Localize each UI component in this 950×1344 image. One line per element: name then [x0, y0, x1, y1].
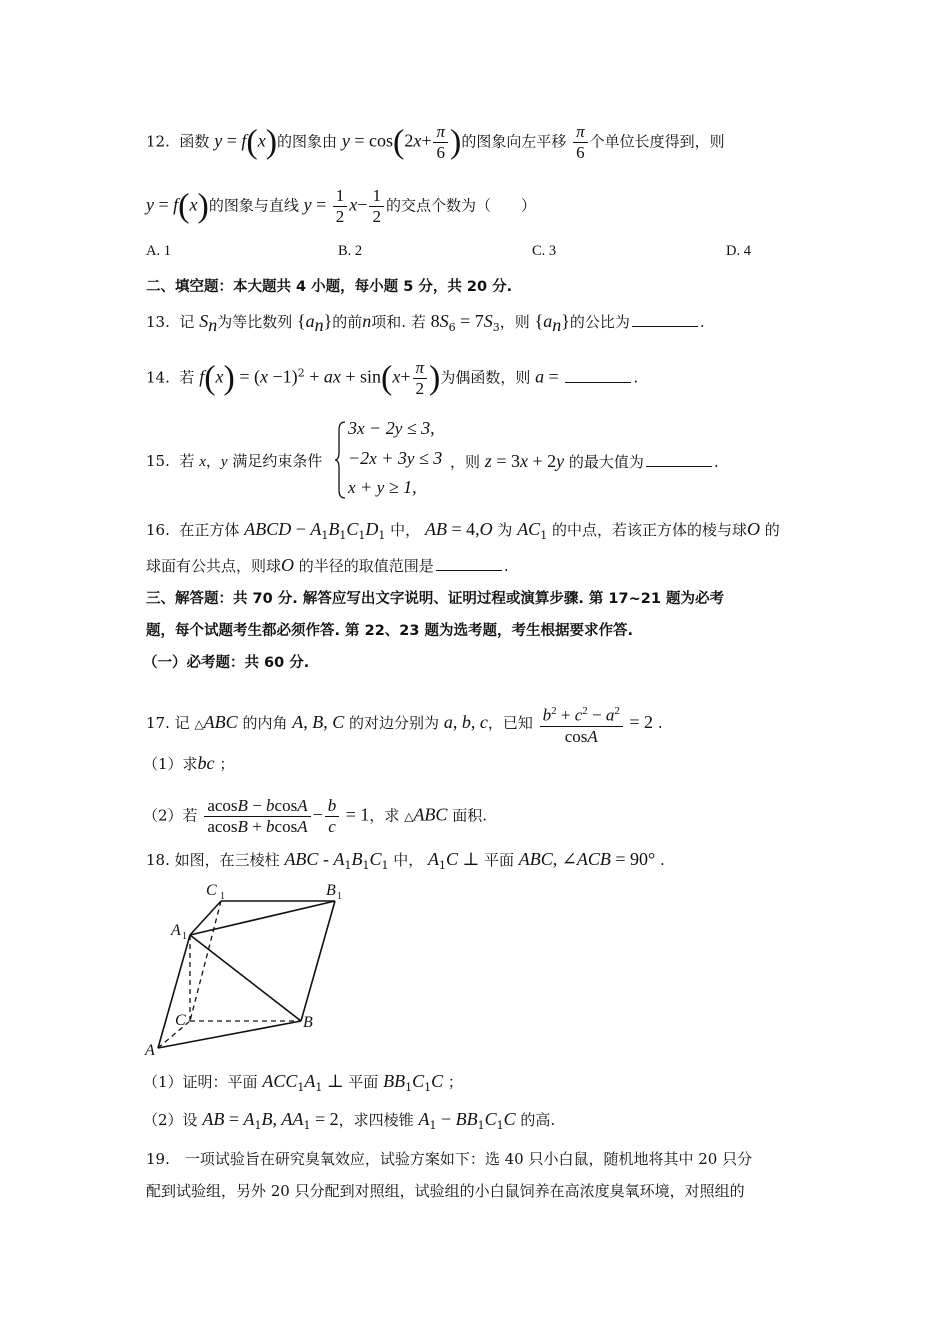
- q18-part2: （2）设 AB = $A_1B$, $AA_1 = 2$，求四棱锥 $A_1 - BB_1C_1C$ 的高.: [143, 1109, 556, 1132]
- section3-line2: 题，每个试题考生都必须作答. 第 22、23 题为选考题，考生根据要求作答.: [146, 623, 634, 639]
- q18: 18. 如图，在三棱柱 ABC - $A_1B_1C_1$ 中， $A_1C$ ⊥ 平面 ABC, ∠ACB = 90° .: [146, 849, 665, 872]
- q12-option-a: A. 1: [146, 243, 171, 259]
- edge-a1a: [158, 935, 190, 1048]
- q16-line1: 16. 在正方体 ABCD − $A_1B_1C_1D_1$ 中， AB = 4,O 为 $AC_1$ 的中点，若该正方体的棱与球O 的: [146, 519, 780, 542]
- label-c1: C: [206, 882, 217, 899]
- q17: 17. 记 △ABC 的内角 A, B, C 的对边分别为 a, b, c，已知 $\frac{b^2 + c^2 - a^2}{\cos A}$ = 2 .: [146, 701, 663, 747]
- q12-option-d: D. 4: [726, 243, 751, 259]
- label-a: A: [145, 1042, 155, 1059]
- label-b1: B: [326, 882, 336, 899]
- section2-heading: 二、填空题：本大题共 4 小题，每小题 5 分，共 20 分.: [146, 279, 513, 295]
- q17-part2: （2）若 $\frac{acosB - bcosA}{acosB + bcosA}$ − $\frac{b}{c}$ = 1，求 △ABC 面积.: [143, 796, 487, 836]
- svg-text:1: 1: [220, 891, 225, 902]
- q12-line1: 12. 函数 y = f(x)的图象由 y = cos(2x+ $\frac{\pi}{6}$ )的图象向左平移 $\frac{\pi}{6}$ 个单位长度得到，则: [146, 122, 725, 162]
- edge-a1b1: [190, 901, 335, 935]
- q12-line2: y = f(x)的图象与直线 y = $\frac{1}{2}$ x− $\frac{1}{2}$ 的交点个数为（ ）: [146, 186, 536, 226]
- section3-line1: 三、解答题：共 70 分. 解答应写出文字说明、证明过程或演算步骤. 第 17~21 题为必考: [146, 591, 724, 607]
- label-c: C: [175, 1012, 186, 1029]
- q14: 14. 若 $f(x) = (x -1)^2$ + ax + sin(x+ $\frac{\pi}{2}$ )为偶函数，则 a = .: [146, 358, 639, 398]
- q15: 15. 若 x，y 满足约束条件: [146, 452, 323, 470]
- q15-tail: ，则 z = 3x + 2y 的最大值为 .: [450, 451, 719, 471]
- brace-icon: [334, 420, 346, 500]
- constraint-2: −2x + 3y ≤ 3: [348, 448, 443, 468]
- q16-line2: 球面有公共点，则球O 的半径的取值范围是 .: [146, 555, 509, 575]
- q12-option-c: C. 3: [532, 243, 557, 259]
- constraint-3: x + y ≥ 1,: [348, 477, 417, 497]
- q18-part1: （1）证明：平面 $ACC_1A_1$ ⊥ 平面 $BB_1C_1C$ ；: [143, 1071, 463, 1094]
- edge-a1b: [190, 935, 301, 1021]
- q17-part1: （1）求bc ；: [143, 753, 235, 773]
- prism-figure: [140, 875, 360, 1060]
- label-a1: A: [171, 922, 181, 939]
- svg-text:1: 1: [182, 931, 187, 942]
- q13: 13. 记 $S_n$为等比数列 $\{a_n\}$的前n项和. 若 $8S_6 = 7S_3$，则 $\{a_n\}$的公比为 .: [146, 311, 705, 335]
- svg-text:1: 1: [337, 891, 342, 902]
- constraint-1: 3x − 2y ≤ 3,: [348, 418, 435, 438]
- edge-a1c1: [190, 901, 221, 935]
- label-b: B: [303, 1014, 313, 1031]
- q19-line2: 配到试验组，另外 20 只分配到对照组，试验组的小白鼠饲养在高浓度臭氧环境，对照组的: [146, 1182, 745, 1200]
- q12-option-b: B. 2: [338, 243, 363, 259]
- edge-b1b: [301, 901, 335, 1021]
- q19-line1: 19. 一项试验旨在研究臭氧效应，试验方案如下：选 40 只小白鼠，随机地将其中 20 只分: [146, 1150, 753, 1168]
- section3-part1: （一）必考题：共 60 分.: [143, 655, 310, 671]
